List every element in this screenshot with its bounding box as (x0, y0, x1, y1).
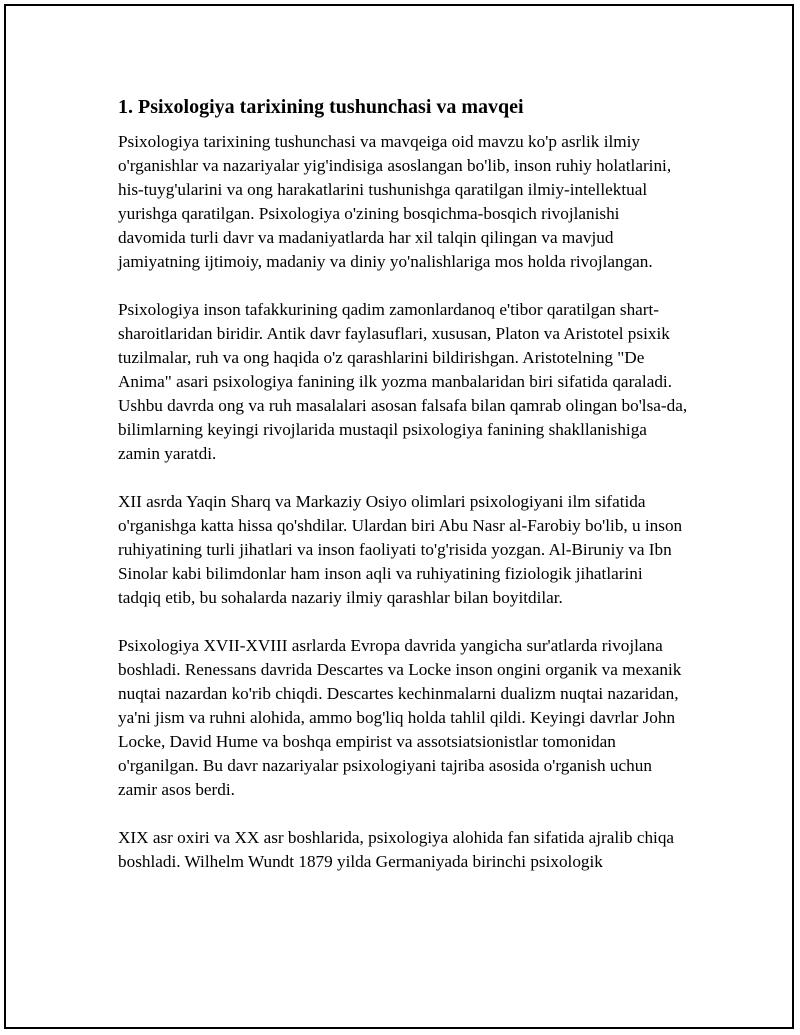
paragraph-2: Psixologiya inson tafakkurining qadim zamonlardanoq e'tibor qaratilgan shart-sharoitlaridan biridir. Antik davr faylasuflari, xususan, Platon va Aristotel psixik tuzilmalar, ruh va ong haqida o'z qarashlarini bildirishgan. Aristotelning "De Anima" asari psixologiya fanining ilk yozma manbalaridan biri sifatida qaraladi. Ushbu davrda ong va ruh masalalari asosan falsafa bilan qamrab olingan bo'lsa-da, bilimlarning keyingi rivojlarida mustaqil psixologiya fanining shakllanishiga zamin yaratdi. (118, 300, 688, 463)
paragraph-3: XII asrda Yaqin Sharq va Markaziy Osiyo olimlari psixologiyani ilm sifatida o'rganishga katta hissa qo'shdilar. Ulardan biri Abu Nasr al-Farobiy bo'lib, u inson ruhiyatining turli jihatlari va inson faoliyati to'g'risida yozgan. Al-Biruniy va Ibn Sinolar kabi bilimdonlar ham inson aqli va ruhiyatining fiziologik jihatlarini tadqiq etib, bu sohalarda nazariy ilmiy qarashlar bilan boyitdilar. (118, 492, 683, 607)
section-heading: 1. Psixologiya tarixining tushunchasi va mavqei (118, 96, 524, 118)
paragraph-1: Psixologiya tarixining tushunchasi va mavqeiga oid mavzu ko'p asrlik ilmiy o'rganishlar va nazariyalar yig'indisiga asoslangan bo'lib, inson ruhiy holatlarini, his-tuyg'ularini va ong harakatlarini tushunishga qaratilgan ilmiy-intellektual yurishga qaratilgan. Psixologiya o'zining bosqichma-bosqich rivojlanishi davomida turli davr va madaniyatlarda har xil talqin qilingan va mavjud jamiyatning ijtimoiy, madaniy va diniy yo'nalishlariga mos holda rivojlangan. (118, 132, 672, 271)
paragraph-5: XIX asr oxiri va XX asr boshlarida, psixologiya alohida fan sifatida ajralib chiqa boshladi. Wilhelm Wundt 1879 yilda Germaniyada birinchi psixologik (118, 828, 675, 871)
document-body (118, 94, 688, 898)
paragraph-4: Psixologiya XVII-XVIII asrlarda Evropa davrida yangicha sur'atlarda rivojlana boshladi. Renessans davrida Descartes va Locke inson ongini organik va mexanik nuqtai nazardan ko'rib chiqdi. Descartes kechinmalarni dualizm nuqtai nazaridan, ya'ni jism va ruhni alohida, ammo bog'liq holda tahlil qildi. Keyingi davrlar John Locke, David Hume va boshqa empirist va assotsiatsionistlar tomonidan o'rganilgan. Bu davr nazariyalar psixologiyani tajriba asosida o'rganish uchun zamir asos berdi. (118, 636, 682, 799)
